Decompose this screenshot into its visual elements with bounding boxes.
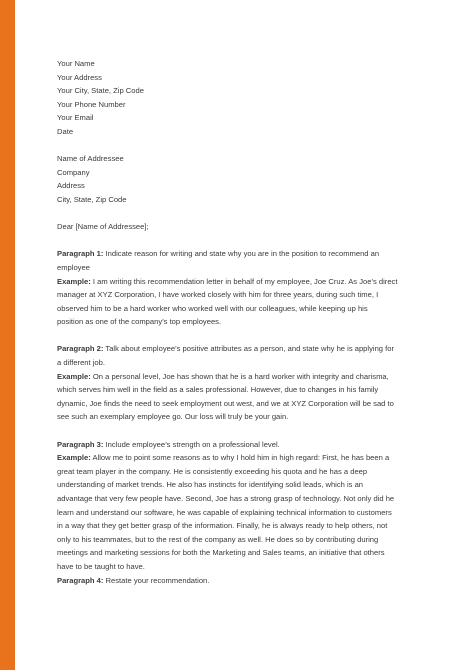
paragraph-3-example-line: meetings and marketing sessions for both the Marketing and Sales teams, an initiative that others (57, 548, 385, 558)
paragraph-3-example-line: great team player in the company. He is consistently exceeding his quota and he has a deep (57, 466, 368, 476)
recipient-name: Name of Addressee (57, 154, 124, 164)
sender-block (57, 57, 417, 139)
paragraph-3-label: Paragraph 3: (57, 439, 104, 449)
paragraph-3-instruction-line (57, 438, 417, 452)
paragraph-4 (57, 574, 417, 588)
sender-city: Your City, State, Zip Code (57, 86, 144, 96)
paragraph-3-example-line: only to his teammates, but to the rest of the company as well. He does so by contributing during (57, 534, 379, 544)
paragraph-3-example-line (57, 451, 417, 465)
paragraph-3 (57, 438, 417, 574)
paragraph-2-example-label: Example: (57, 371, 91, 381)
recipient-city: City, State, Zip Code (57, 194, 127, 204)
paragraph-1-example-line: observed him to be a hard worker who worked well with our colleagues, while keeping up his (57, 303, 368, 313)
paragraph-2-example-line (57, 370, 417, 384)
paragraph-3-example-text: Allow me to point some reasons as to why I hold him in high regard: First, he has been a (90, 453, 390, 463)
paragraph-4-instruction-line (57, 574, 417, 588)
paragraph-3-example-line: understanding of market trends. He also has instincts for identifying solid leads, which is an (57, 480, 364, 490)
sender-email: Your Email (57, 113, 94, 123)
paragraph-2-example-line: see such an exemplary employee go. Our loss will truly be your gain. (57, 412, 289, 422)
paragraph-1-instruction-line: employee (57, 262, 90, 272)
accent-bar (0, 0, 15, 670)
sender-name: Your Name (57, 59, 95, 68)
paragraph-2-example-line: which serves him well in the field as a sales professional. However, due to changes in his family (57, 385, 379, 395)
paragraph-3-example-line: learn and understand our software, he was capable of explaining technical information to customers (57, 507, 392, 517)
paragraph-4-instruction-text: Restate your recommendation. (103, 575, 210, 585)
paragraph-2-instruction-line: a different job. (57, 358, 105, 368)
paragraph-3-example-line: have to be taught to have. (57, 561, 145, 571)
paragraph-1-example-text: I am writing this recommendation letter in behalf of my employee, Joe Cruz. As Joe’s direct (90, 276, 398, 286)
paragraph-4-label: Paragraph 4: (57, 575, 104, 585)
paragraph-1-example-line: position as one of the company’s top employees. (57, 317, 222, 327)
paragraph-2 (57, 342, 417, 424)
sender-address: Your Address (57, 72, 102, 82)
paragraph-2-instruction-text: Talk about employee’s positive attributes as a person, and state why he is applying for (103, 344, 394, 354)
salutation-block (57, 220, 417, 234)
paragraph-2-example-line: dynamic, Joe finds the need to seek employment out west, and we at XYZ Corporation will be sad to (57, 398, 394, 408)
recipient-block (57, 152, 417, 206)
paragraph-2-example-text: On a personal level, Joe has shown that he is a hard worker with integrity and charisma, (90, 371, 389, 381)
salutation: Dear [Name of Addressee]; (57, 222, 149, 232)
paragraph-3-instruction-text: Include employee’s strength on a professional level. (103, 439, 280, 449)
paragraph-1-instruction-text: Indicate reason for writing and state why you are in the position to recommend an (103, 249, 380, 259)
paragraph-3-example-label: Example: (57, 453, 91, 463)
recipient-company: Company (57, 167, 90, 177)
paragraph-3-example-line: advantage that very few people have. Second, Joe has a strong grasp of technology. Not only did he (57, 494, 395, 503)
recipient-address: Address (57, 181, 85, 191)
paragraph-1-label: Paragraph 1: (57, 249, 104, 259)
paragraph-1-example-line: manager at XYZ Corporation, I have worked closely with him for three years, during such time, I (57, 290, 379, 300)
paragraph-1-example-line (57, 275, 417, 289)
sender-phone: Your Phone Number (57, 99, 126, 109)
paragraph-1 (57, 247, 417, 329)
letter-date: Date (57, 126, 74, 136)
letter-body (57, 57, 417, 587)
paragraph-2-label: Paragraph 2: (57, 344, 104, 354)
paragraph-1-instruction-line (57, 247, 417, 261)
paragraph-1-example-label: Example: (57, 276, 91, 286)
paragraph-3-example-line: in a way that they get better grasp of the information. Finally, he is always ready to help others, not (57, 521, 388, 531)
paragraph-2-instruction-line (57, 342, 417, 356)
